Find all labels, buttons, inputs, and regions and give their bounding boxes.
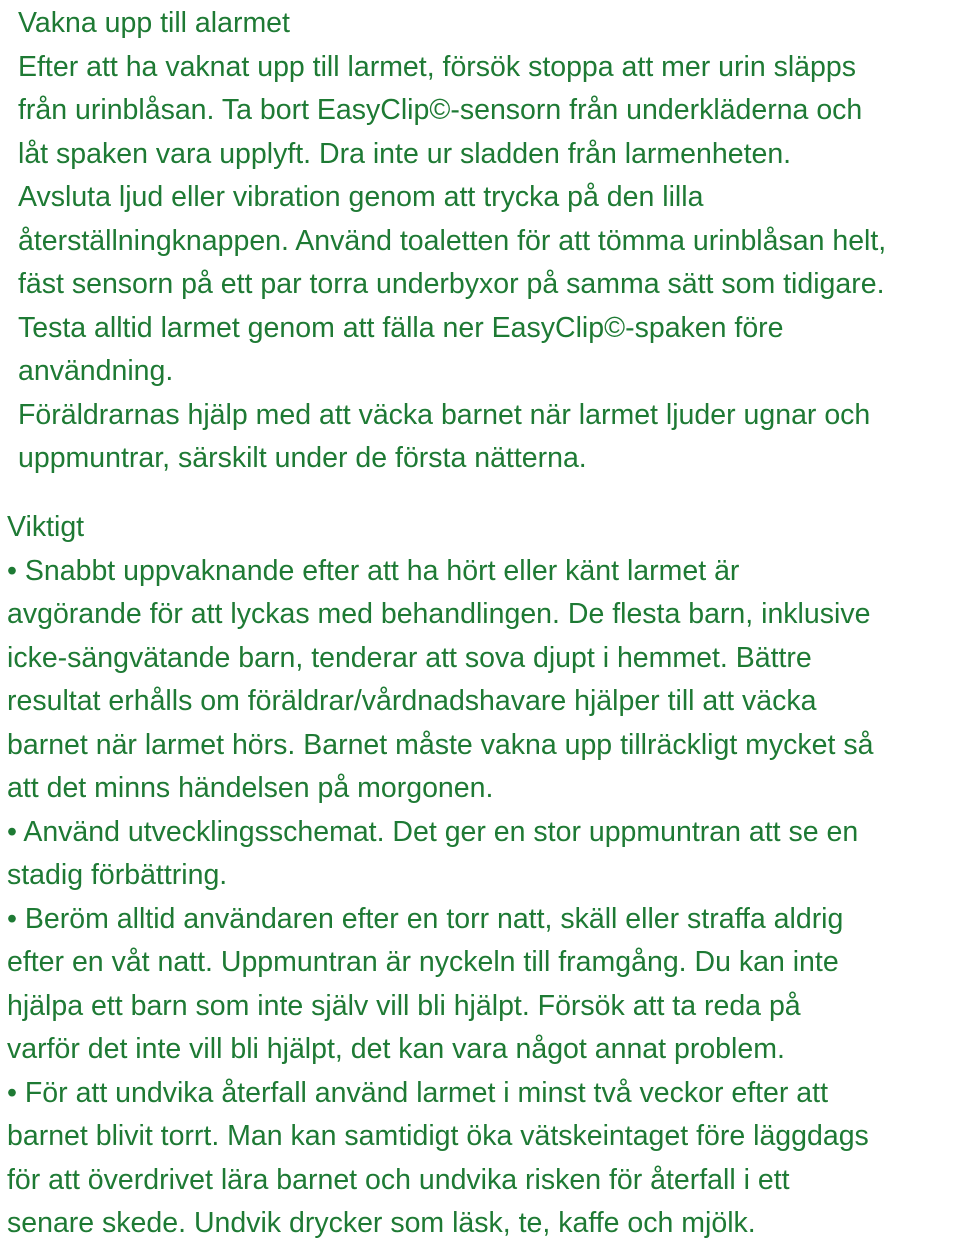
paragraph-line: låt spaken vara upplyft. Dra inte ur sladden från larmenheten. (18, 137, 792, 170)
paragraph-line: från urinblåsan. Ta bort EasyClip©-sensorn från underkläderna och (18, 94, 863, 126)
paragraph-line: användning. (18, 355, 174, 387)
paragraph-line: att det minns händelsen på morgonen. (7, 772, 494, 804)
paragraph-line: stadig förbättring. (7, 859, 228, 891)
paragraph-line: återställningknappen. Använd toaletten för att tömma urinblåsan helt, (18, 224, 887, 257)
paragraph-line: resultat erhålls om föräldrar/vårdnadshavare hjälper till att väcka (7, 685, 817, 717)
bullet-line: • För att undvika återfall använd larmet i minst två veckor efter att (7, 1076, 828, 1109)
paragraph-line: efter en våt natt. Uppmuntran är nyckeln till framgång. Du kan inte (7, 946, 839, 978)
paragraph-line: varför det inte vill bli hjälpt, det kan vara något annat problem. (7, 1033, 785, 1065)
bullet-line: • Beröm alltid användaren efter en torr natt, skäll eller straffa aldrig (7, 902, 844, 935)
paragraph-line: uppmuntrar, särskilt under de första nätterna. (18, 442, 587, 474)
paragraph-line: Testa alltid larmet genom att fälla ner EasyClip©-spaken före (18, 311, 784, 344)
paragraph-line: senare skede. Undvik drycker som läsk, te, kaffe och mjölk. (7, 1207, 756, 1239)
section-wake-up (18, 2, 958, 481)
section-important (7, 506, 957, 1246)
paragraph-line: barnet när larmet hörs. Barnet måste vakna upp tillräckligt mycket så (7, 728, 874, 761)
paragraph-line: barnet blivit torrt. Man kan samtidigt öka vätskeintaget före läggdags (7, 1120, 869, 1152)
section-heading-wake-up: Vakna upp till alarmet (18, 7, 290, 39)
paragraph-line: Föräldrarnas hjälp med att väcka barnet när larmet ljuder ugnar och (18, 398, 871, 431)
paragraph-line: icke-sängvätande barn, tenderar att sova djupt i hemmet. Bättre (7, 641, 812, 674)
paragraph-line: fäst sensorn på ett par torra underbyxor på samma sätt som tidigare. (18, 268, 885, 300)
paragraph-line: för att överdrivet lära barnet och undvika risken för återfall i ett (7, 1163, 790, 1196)
paragraph-line: hjälpa ett barn som inte själv vill bli hjälpt. Försök att ta reda på (7, 989, 801, 1022)
section-heading-important: Viktigt (7, 511, 85, 543)
bullet-line: • Snabbt uppvaknande efter att ha hört eller känt larmet är (7, 554, 740, 587)
bullet-line: • Använd utvecklingsschemat. Det ger en stor uppmuntran att se en (7, 815, 859, 848)
paragraph-line: avgörande för att lyckas med behandlingen. De flesta barn, inklusive (7, 598, 871, 630)
paragraph-line: Efter att ha vaknat upp till larmet, försök stoppa att mer urin släpps (18, 50, 856, 83)
paragraph-line: Avsluta ljud eller vibration genom att trycka på den lilla (18, 181, 704, 213)
